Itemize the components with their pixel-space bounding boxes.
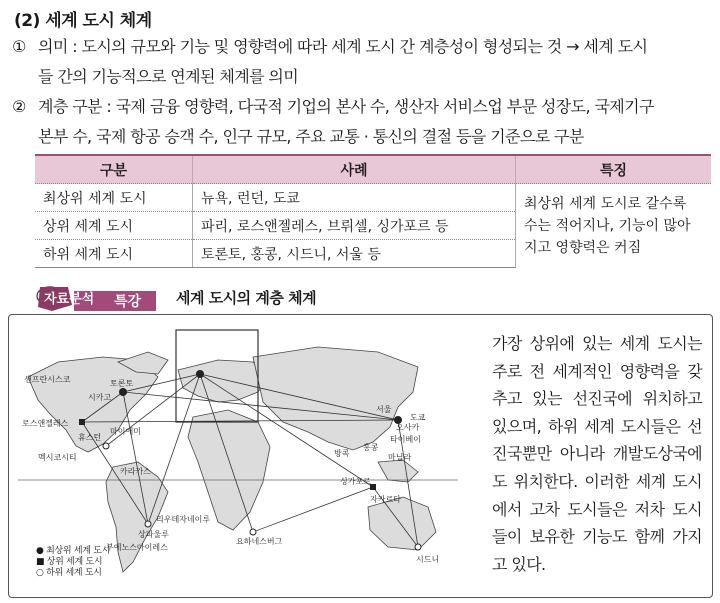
city-label: 멕시코시티 xyxy=(38,453,77,462)
indonesia-shape xyxy=(378,460,418,482)
item-text: 의미 : 도시의 규모와 기능 및 영향력에 따라 세계 도시 간 계층성이 형성되는 것 → 세계 도시 xyxy=(38,37,648,56)
city-label: 마닐라 xyxy=(388,453,412,462)
item-classification-cont: 본부 수, 국제 항공 승객 수, 인구 규모, 주요 교통 · 통신의 결절 등을 기준으로 구분 xyxy=(38,127,584,146)
item-marker: ① xyxy=(12,37,26,56)
table-cell-feature xyxy=(516,184,712,268)
city-label: 싱가포르 xyxy=(340,477,371,486)
city-label: 휴스턴 xyxy=(78,433,102,442)
city-label: 도쿄 xyxy=(410,413,426,422)
top-city-legend-icon: ● xyxy=(36,546,44,556)
item-meaning-cont: 들 간의 기능적으로 연계된 체계를 의미 xyxy=(38,67,299,86)
legend-label: 상위 세계 도시 xyxy=(46,557,103,567)
city-label: 요하네스버그 xyxy=(236,537,283,546)
high-city-marker xyxy=(79,419,85,425)
badge-graphic xyxy=(34,283,156,313)
city-label: 리우데자네이루 xyxy=(156,515,211,524)
table-header: 사례 xyxy=(193,155,516,184)
hierarchy-table xyxy=(35,154,711,268)
low-city-marker xyxy=(103,443,109,449)
special-description: 가장 상위에 있는 세계 도시는 주로 전 세계적인 영향력을 갖추고 있는 선진국에 위치하고 있으며, 하위 세계 도시들은 선진국뿐만 아니라 개발도상국에도 위치한다. 이러한 세계 도시에서 고차 도시들은 저차 도시들이 보유한 기능도 함께 가지고 있다. xyxy=(492,334,702,574)
badge-main-text: 자료분석 xyxy=(44,292,95,307)
city-label: 시드니 xyxy=(416,555,440,564)
low-city-marker xyxy=(250,529,256,535)
legend-label: 하위 세계 도시 xyxy=(46,568,102,578)
table-header: 특징 xyxy=(516,155,712,184)
top-city-marker xyxy=(196,370,204,378)
city-label: 시카고 xyxy=(88,393,112,402)
table-header-row xyxy=(35,155,711,184)
low-city-marker xyxy=(145,521,151,527)
africa-shape xyxy=(188,410,270,530)
city-label: 오사카 xyxy=(396,423,420,432)
city-label: 서울 xyxy=(376,405,392,414)
item-classification xyxy=(12,94,654,117)
table-row xyxy=(35,184,711,212)
table-cell-examples: 뉴욕, 런던, 도쿄 xyxy=(193,184,516,212)
badge-sub-text: 특강 xyxy=(114,294,142,310)
low-city-marker xyxy=(415,544,421,550)
table-cell-tier: 최상위 세계 도시 xyxy=(35,184,193,212)
city-label: 타이베이 xyxy=(390,435,421,444)
feature-line: 지고 영향력은 커짐 xyxy=(524,239,642,256)
item-text: 계층 구분 : 국제 금융 영향력, 다국적 기업의 본사 수, 생산자 서비스업 부문 성장도, 국제기구 xyxy=(38,97,654,116)
city-label: 마이애미 xyxy=(110,427,141,436)
item-meaning xyxy=(12,34,647,57)
feature-line: 수는 적어지나, 기능이 많아 xyxy=(524,217,691,234)
city-label: 부에노스아이레스 xyxy=(106,543,168,552)
special-title: 세계 도시의 계층 체계 xyxy=(176,289,317,307)
top-city-marker xyxy=(119,388,127,396)
city-label: 샌프란시스코 xyxy=(24,375,71,384)
australia-shape xyxy=(368,497,436,550)
table-cell-examples: 파리, 로스앤젤레스, 브뤼셀, 싱가포르 등 xyxy=(193,212,516,240)
continents xyxy=(28,347,436,572)
city-label: 홍콩 xyxy=(363,443,379,452)
city-label: 자카르타 xyxy=(370,495,401,504)
legend-item-low xyxy=(36,565,102,578)
table-cell-examples: 토론토, 홍콩, 시드니, 서울 등 xyxy=(193,240,516,268)
low-city-legend-icon: ○ xyxy=(36,568,44,578)
table-cell-tier: 하위 세계 도시 xyxy=(35,240,193,268)
city-label: 로스앤젤레스 xyxy=(22,419,69,428)
city-label: 방콕 xyxy=(334,449,350,458)
high-city-legend-icon: ■ xyxy=(36,557,45,567)
legend-label: 최상위 세계 도시 xyxy=(46,546,111,556)
city-label: 토론토 xyxy=(110,379,134,388)
city-label: 상파울루 xyxy=(138,530,169,539)
item-marker: ② xyxy=(12,97,26,116)
section-heading: (2) 세계 도시 체계 xyxy=(14,11,152,31)
table-header: 구분 xyxy=(35,155,193,184)
city-label: 카라카스 xyxy=(120,467,151,476)
special-badge xyxy=(34,283,156,313)
table-cell-tier: 상위 세계 도시 xyxy=(35,212,193,240)
feature-line: 최상위 세계 도시로 갈수록 xyxy=(524,195,687,212)
